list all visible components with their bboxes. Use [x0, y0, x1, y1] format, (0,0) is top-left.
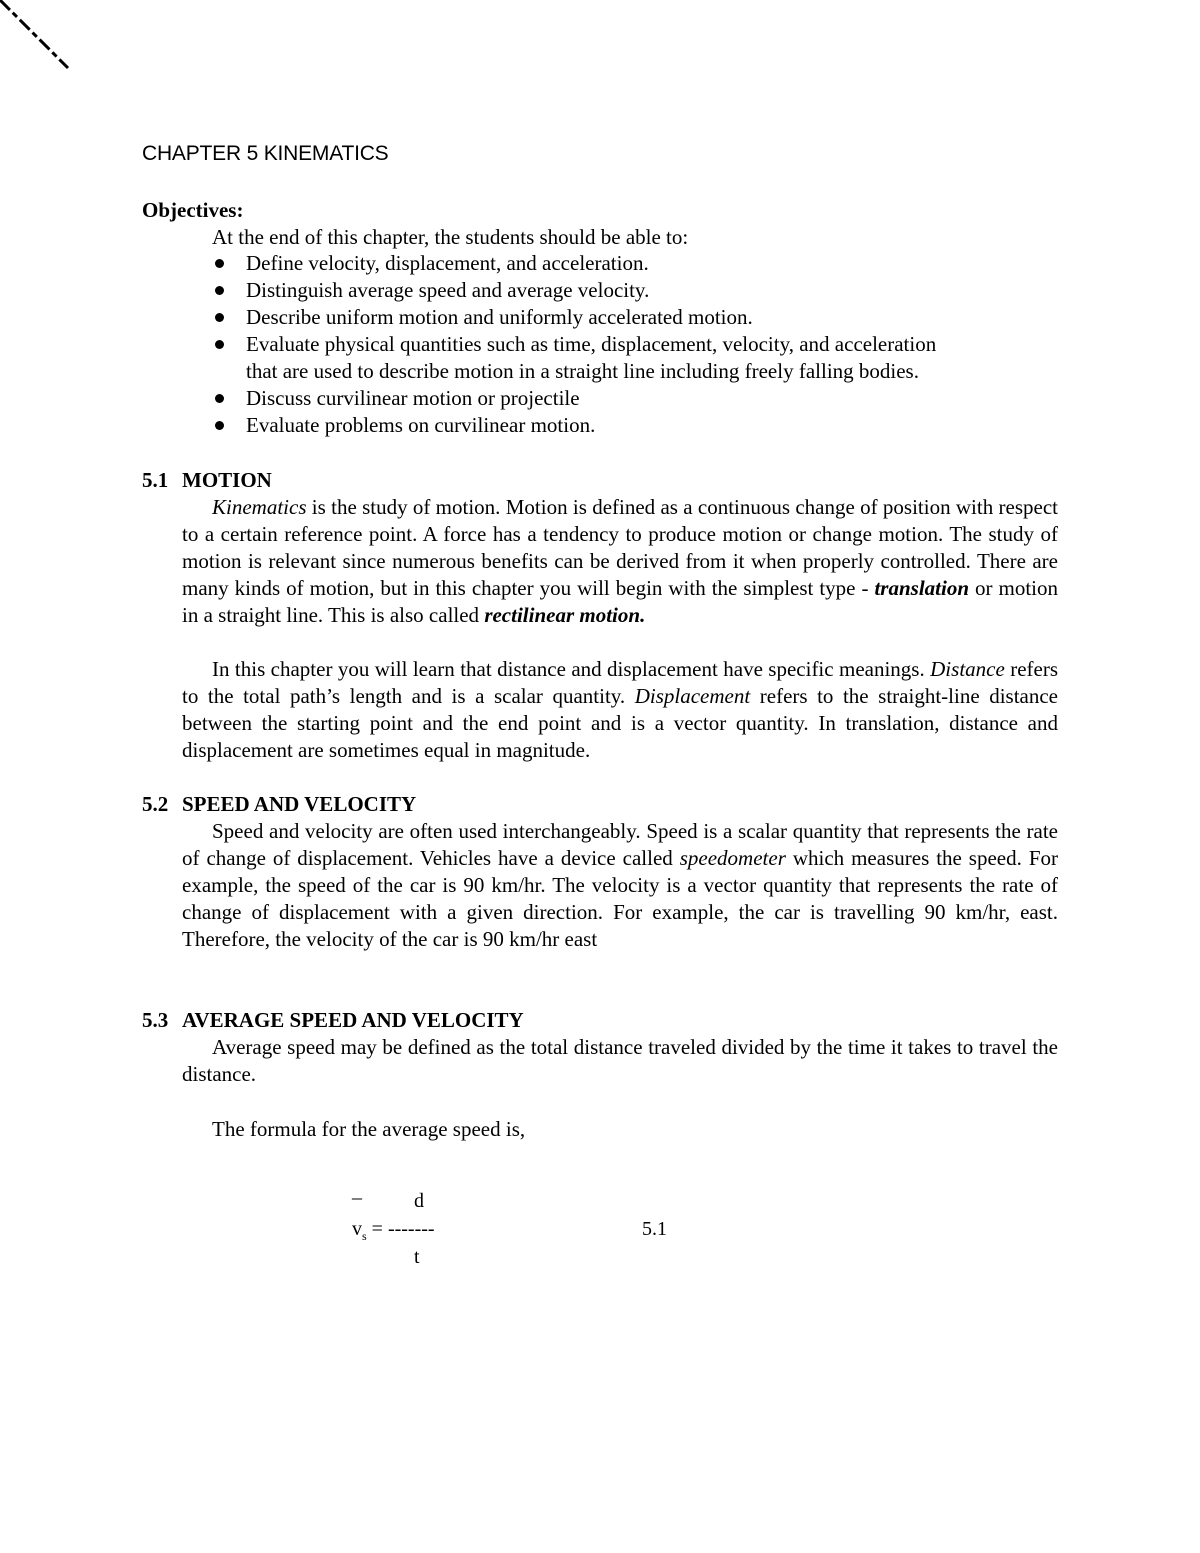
section-title: AVERAGE SPEED AND VELOCITY [182, 1008, 524, 1032]
list-item: Evaluate problems on curvilinear motion. [212, 412, 1072, 439]
corner-slash-mark [0, 0, 80, 80]
chapter-title: CHAPTER 5 KINEMATICS [142, 142, 389, 165]
equation-number: 5.1 [642, 1218, 667, 1240]
paragraph-5-3: Average speed may be defined as the total distance traveled divided by the time it takes to travel the distance. [182, 1035, 1058, 1086]
bullet-icon [215, 340, 224, 349]
term-displacement: Displacement [634, 684, 751, 708]
term-distance: Distance [930, 657, 1005, 681]
formula-denominator: t [414, 1246, 420, 1268]
term-translation: translation [874, 576, 970, 600]
formula-bar: _ [352, 1180, 362, 1202]
list-item: Distinguish average speed and average velocity. [212, 277, 1072, 304]
paragraph-5-2: Speed and velocity are often used interchangeably. Speed is a scalar quantity that represents the rate of change of displacement. Vehicles have a device called speedometer which measures the speed. For example, the speed of the car is 90 km/hr. The velocity is a vector quantity that represents the rate of change of displacement with a given direction. For example, the car is travelling 90 km/hr, east. Therefore, the velocity of the car is 90 km/hr east [182, 819, 1058, 951]
formula-lhs: $v_s$ = ------- [352, 1218, 435, 1243]
paragraph-5-1-b: In this chapter you will learn that distance and displacement have specific meanings. Distance refers to the total path’s length and is a scalar quantity. Displacement refers to the straight-line distance between the starting point and the end point and is a vector quantity. In translation, distance and displacement are sometimes equal in magnitude. [182, 657, 1058, 762]
section-heading-5-3 [142, 1008, 524, 1033]
term-kinematics: Kinematics [212, 495, 307, 519]
list-item: Evaluate physical quantities such as time, displacement, velocity, and acceleration [212, 331, 1072, 358]
list-item: Describe uniform motion and uniformly accelerated motion. [212, 304, 1072, 331]
section-number: 5.3 [142, 1008, 169, 1032]
section-title: SPEED AND VELOCITY [182, 792, 417, 816]
term-rectilinear-motion: rectilinear motion. [484, 603, 646, 627]
objectives-heading: Objectives: [142, 198, 244, 222]
bullet-icon [215, 313, 224, 322]
term-speedometer: speedometer [679, 846, 786, 870]
paragraph-5-1-a: Kinematics is the study of motion. Motion is defined as a continuous change of position with respect to a certain reference point. A force has a tendency to produce motion or change motion. The study of motion is relevant since numerous benefits can be derived from it when properly controlled. There are many kinds of motion, but in this chapter you will begin with the simplest type - translation or motion in a straight line. This is also called rectilinear motion. [182, 495, 1058, 627]
formula-intro: The formula for the average speed is, [212, 1117, 526, 1141]
list-item: Discuss curvilinear motion or projectile [212, 385, 1072, 412]
section-heading-5-2 [142, 792, 416, 817]
section-number: 5.1 [142, 468, 169, 492]
list-item: Define velocity, displacement, and acceleration. [212, 250, 1072, 277]
bullet-icon [215, 394, 224, 403]
list-item-continuation: that are used to describe motion in a straight line including freely falling bodies. [246, 359, 919, 383]
objectives-list [212, 250, 1072, 439]
section-heading-5-1 [142, 468, 272, 493]
bullet-icon [215, 259, 224, 268]
formula-numerator: d [414, 1190, 424, 1212]
bullet-icon [215, 286, 224, 295]
section-title: MOTION [182, 468, 272, 492]
objectives-intro: At the end of this chapter, the students should be able to: [212, 225, 689, 249]
bullet-icon [215, 421, 224, 430]
section-number: 5.2 [142, 792, 169, 816]
